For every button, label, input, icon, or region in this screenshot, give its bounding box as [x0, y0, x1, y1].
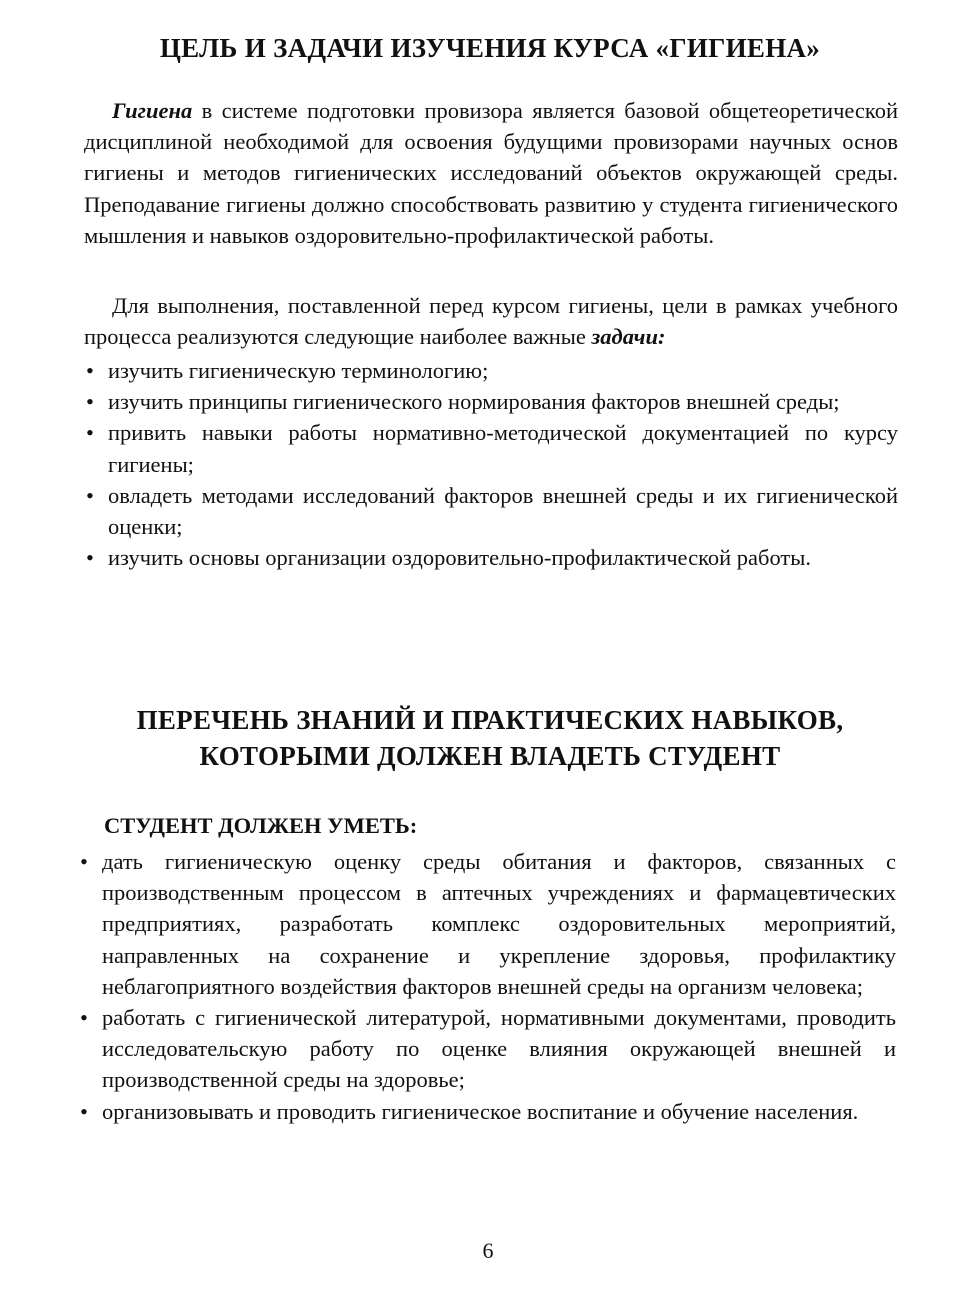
section2-title-line2: КОТОРЫМИ ДОЛЖЕН ВЛАДЕТЬ СТУДЕНТ	[199, 741, 781, 771]
section1-title: ЦЕЛЬ И ЗАДАЧИ ИЗУЧЕНИЯ КУРСА «ГИГИЕНА»	[159, 33, 821, 63]
list-item: • изучить гигиеническую терминологию;	[84, 355, 898, 386]
tasks-lead-paragraph	[84, 290, 898, 352]
bullet-icon: •	[80, 1005, 88, 1031]
list-item: • изучить основы организации оздоровительно-профилактической работы.	[84, 542, 898, 573]
bullet-icon: •	[80, 1098, 88, 1124]
tasks-list	[84, 355, 898, 573]
list-item: • дать гигиеническую оценку среды обитания и факторов, связанных с производственным процессом в аптечных учреждениях и фармацевтических предприятиях, разработать комплекс оздоровительных мероприятий, направленных на сохранение и укрепление здоровья, профилактику неблагоприятного воздействия факторов внешней среды на организм человека;	[78, 846, 896, 1002]
tasks-lead: Для выполнения, поставленной перед курсом гигиены, цели в рамках учебного процесса реализуются следующие наиболее важные	[84, 293, 898, 350]
intro-paragraph	[84, 95, 898, 251]
bullet-icon: •	[86, 358, 94, 383]
skills-list	[78, 846, 896, 1127]
bullet-icon: •	[80, 849, 88, 874]
bullet-icon: •	[86, 482, 94, 508]
list-item: • овладеть методами исследований факторов внешней среды и их гигиенической оценки;	[84, 480, 898, 542]
list-item: • изучить принципы гигиенического нормирования факторов внешней среды;	[84, 386, 898, 417]
intro-term: Гигиена	[112, 98, 193, 123]
section2-title-line1: ПЕРЕЧЕНЬ ЗНАНИЙ И ПРАКТИЧЕСКИХ НАВЫКОВ,	[136, 705, 844, 735]
list-item: • организовывать и проводить гигиеническое воспитание и обучение населения.	[78, 1096, 896, 1127]
skills-subheading: СТУДЕНТ ДОЛЖЕН УМЕТЬ:	[104, 813, 418, 838]
list-item: • работать с гигиенической литературой, нормативными документами, проводить исследовательскую работу по оценке влияния окружающей внешней и производственной среды на здоровье;	[78, 1002, 896, 1096]
page-number: 6	[482, 1238, 494, 1263]
bullet-icon: •	[86, 545, 94, 571]
tasks-word: задачи:	[591, 324, 666, 350]
bullet-icon: •	[86, 420, 94, 446]
list-item: • привить навыки работы нормативно-методической документацией по курсу гигиены;	[84, 417, 898, 479]
section2-title	[60, 702, 920, 774]
bullet-icon: •	[86, 389, 94, 415]
intro-text: в системе подготовки провизора является базовой общетеоретической дисциплиной необходимой для освоения будущими провизорами научных основ гигиены и методов гигиенических исследований объектов окружающей среды. Преподавание гигиены должно способствовать развитию у студента гигиенического мышления и навыков оздоровительно-профилактической работы.	[84, 98, 898, 248]
